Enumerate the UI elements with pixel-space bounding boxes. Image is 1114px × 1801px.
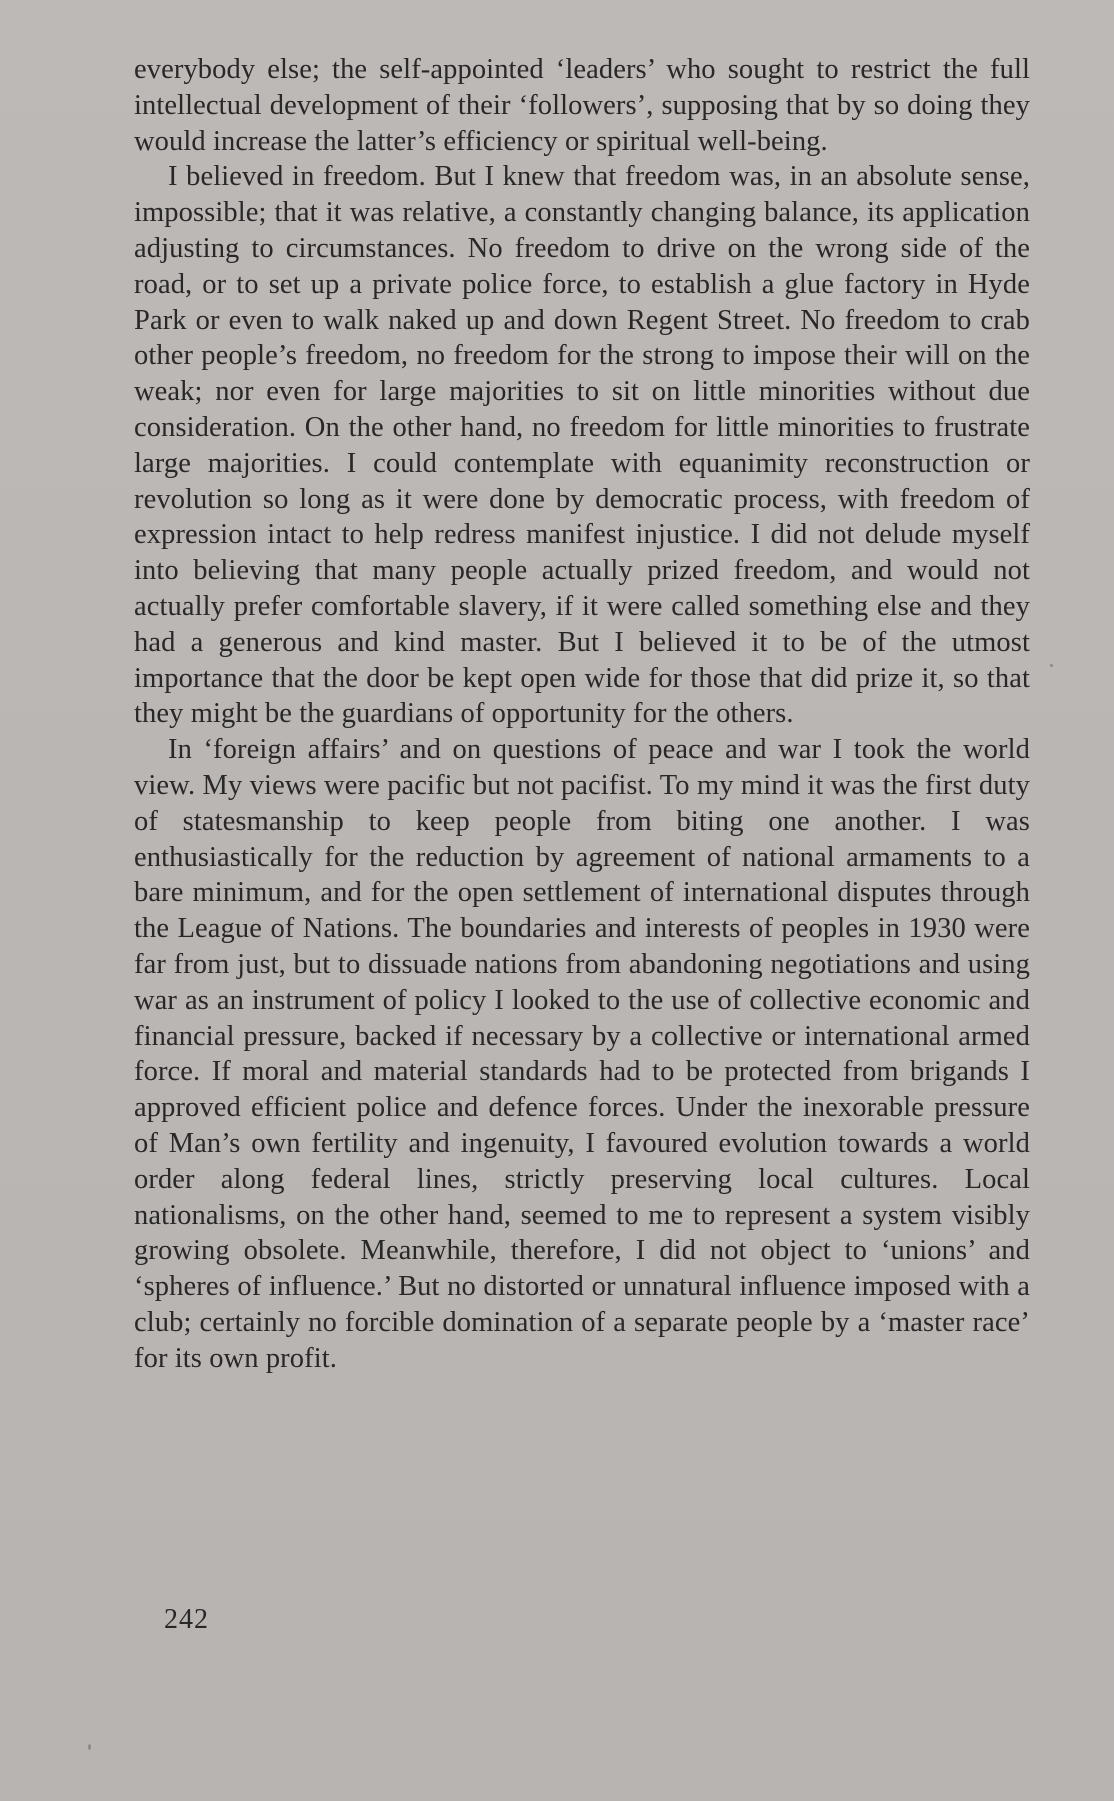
paper-speck bbox=[88, 1744, 91, 1750]
body-text bbox=[134, 52, 1030, 1376]
paragraph-foreign-affairs: In ‘foreign affairs’ and on questions of peace and war I took the world view. My views were pacific but not pacifist. To my mind it was the first duty of statesmanship to keep people from biting one another. I was enthusiastically for the reduction by agreement of national armaments to a bare minimum, and for the open settlement of international disputes through the League of Nations. The boundaries and interests of peoples in 1930 were far from just, but to dissuade nations from abandoning negotiations and using war as an instrument of policy I looked to the use of collective economic and financial pressure, backed if necessary by a collective or international armed force. If moral and material standards had to be protected from brigands I approved efficient police and defence forces. Under the inexorable pressure of Man’s own fertility and ingenuity, I favoured evolution towards a world order along federal lines, strictly preserving local cultures. Local nationalisms, on the other hand, seemed to me to represent a system visibly growing obsolete. Meanwhile, therefore, I did not object to ‘unions’ and ‘spheres of influence.’ But no distorted or unnatural influence imposed with a club; certainly no forcible domination of a separate people by a ‘master race’ for its own profit. bbox=[134, 734, 1030, 1374]
paragraph-continuation: everybody else; the self-appointed ‘leaders’ who sought to restrict the full intellectual development of their ‘followers’, supposing that by so doing they would increase the latter’s efficiency or spiritual well-being. bbox=[134, 54, 1030, 157]
paper-speck bbox=[1050, 664, 1053, 667]
paragraph-freedom: I believed in freedom. But I knew that freedom was, in an absolute sense, impossible; that it was relative, a constantly changing balance, its application adjusting to circumstances. No freedom to drive on the wrong side of the road, or to set up a private police force, to establish a glue factory in Hyde Park or even to walk naked up and down Regent Street. No freedom to crab other people’s freedom, no freedom for the strong to impose their will on the weak; nor even for large majorities to sit on little minorities without due consideration. On the other hand, no freedom for little minorities to frustrate large majorities. I could contemplate with equanimity reconstruction or revolution so long as it were done by democratic process, with freedom of expression intact to help redress manifest injustice. I did not delude myself into believing that many people actually prized freedom, and would not actually prefer comfortable slavery, if it were called something else and they had a generous and kind master. But I believed it to be of the utmost importance that the door be kept open wide for those that did prize it, so that they might be the guardians of opportunity for the others. bbox=[134, 161, 1030, 730]
page-number: 242 bbox=[164, 1604, 209, 1635]
